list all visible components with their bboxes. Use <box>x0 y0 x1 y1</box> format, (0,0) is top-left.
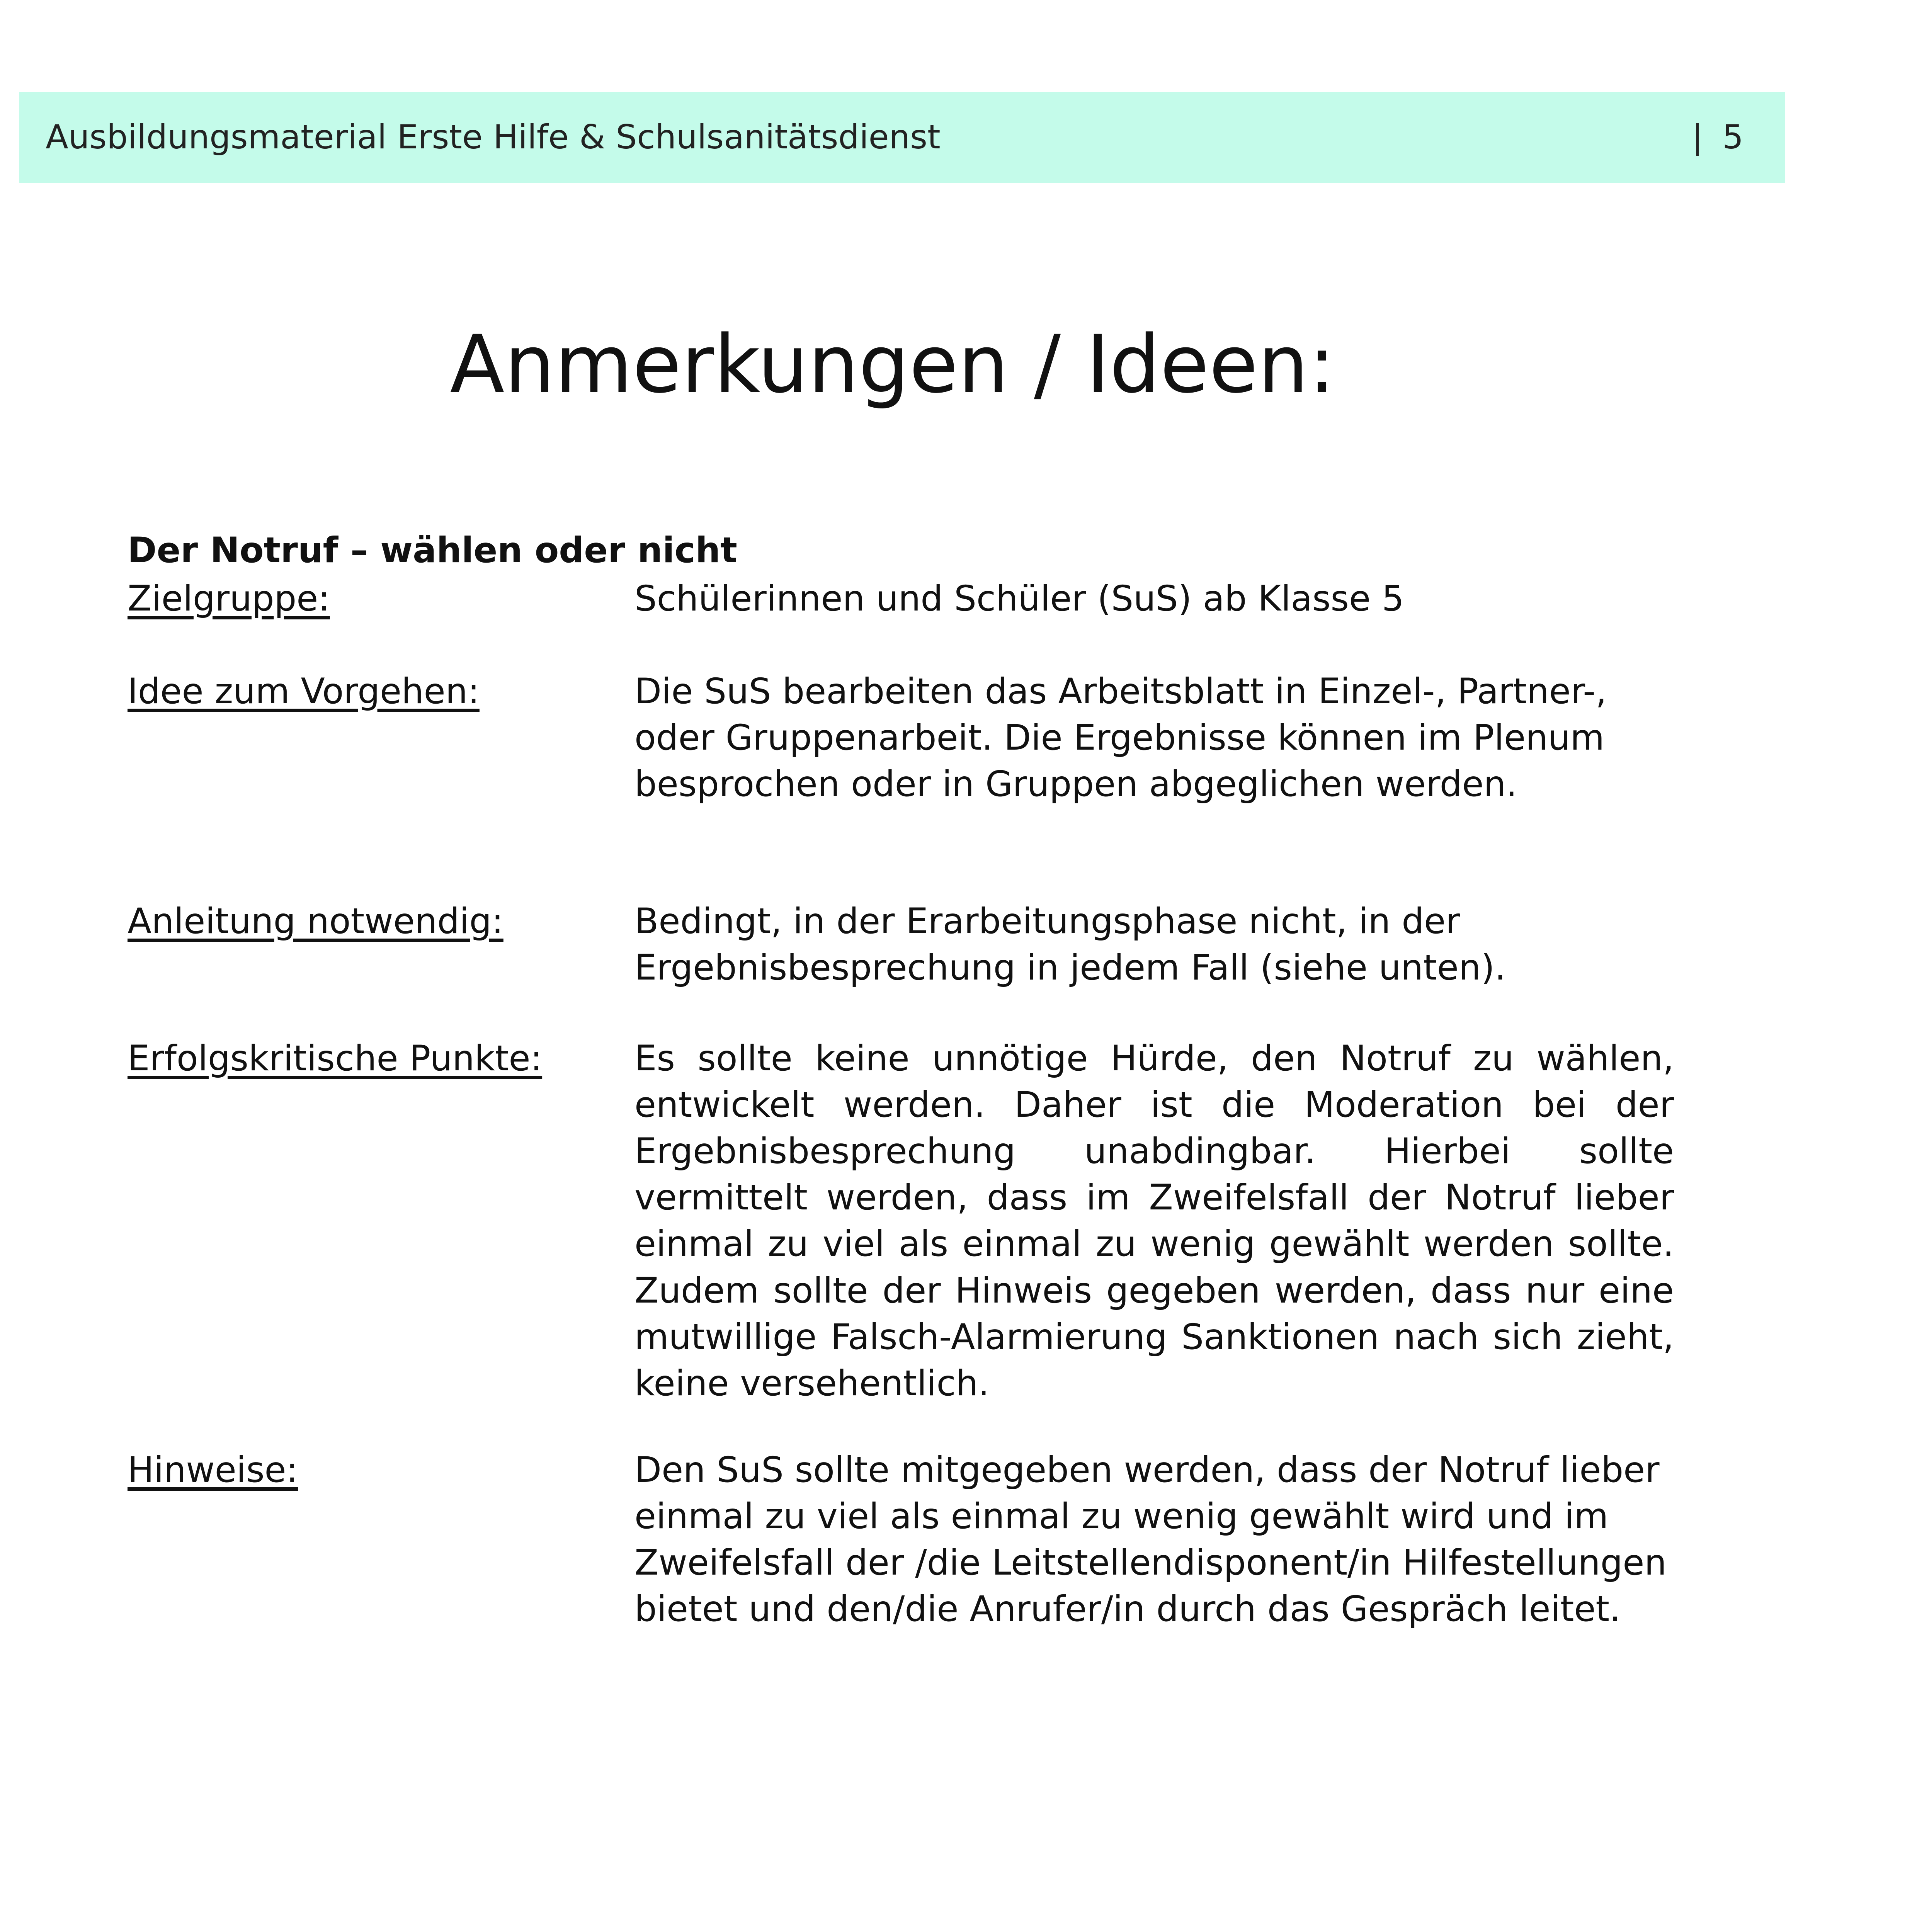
header-title: Ausbildungsmaterial Erste Hilfe & Schulsanitätsdienst <box>46 118 941 156</box>
row-label: Anleitung notwendig: <box>128 901 503 942</box>
row-value: Bedingt, in der Erarbeitungsphase nicht, in der Ergebnisbesprechung in jedem Fall (siehe unten). <box>634 901 1506 988</box>
header-band <box>19 92 1785 183</box>
row-label: Idee zum Vorgehen: <box>128 671 480 712</box>
section-heading: Der Notruf – wählen oder nicht <box>128 530 737 571</box>
row-label: Zielgruppe: <box>128 578 330 619</box>
row-value: Schülerinnen und Schüler (SuS) ab Klasse 5 <box>634 578 1404 619</box>
row-value: Den SuS sollte mitgegeben werden, dass der Notruf lieber einmal zu viel als einmal zu wenig gewählt wird und im Zweifelsfall der /die Leitstellendisponent/in Hilfestellungen bietet und den/die Anrufer/in durch das Gespräch leitet. <box>634 1450 1667 1630</box>
page-title: Anmerkungen / Ideen: <box>450 318 1335 411</box>
header-separator: | <box>1692 118 1703 156</box>
row-value: Die SuS bearbeiten das Arbeitsblatt in Einzel-, Partner-, oder Gruppenarbeit. Die Ergebnisse können im Plenum besprochen oder in Gruppen abgeglichen werden. <box>634 671 1607 805</box>
row-label: Hinweise: <box>128 1450 298 1490</box>
row-value: Es sollte keine unnötige Hürde, den Notruf zu wählen, entwickelt werden. Daher ist die Moderation bei der Ergebnisbesprechung unabdingbar. Hierbei sollte vermittelt werden, dass im Zweifelsfall der Notruf lieber einmal zu viel als einmal zu wenig gewählt werden sollte. Zudem sollte der Hinweis gegeben werden, dass nur eine mutwillige Falsch-Alarmierung Sanktionen nach sich zieht, keine versehentlich. <box>634 1038 1674 1404</box>
row-label: Erfolgskritische Punkte: <box>128 1038 543 1079</box>
page-number: 5 <box>1722 118 1744 156</box>
header-page-number <box>1692 92 1744 183</box>
